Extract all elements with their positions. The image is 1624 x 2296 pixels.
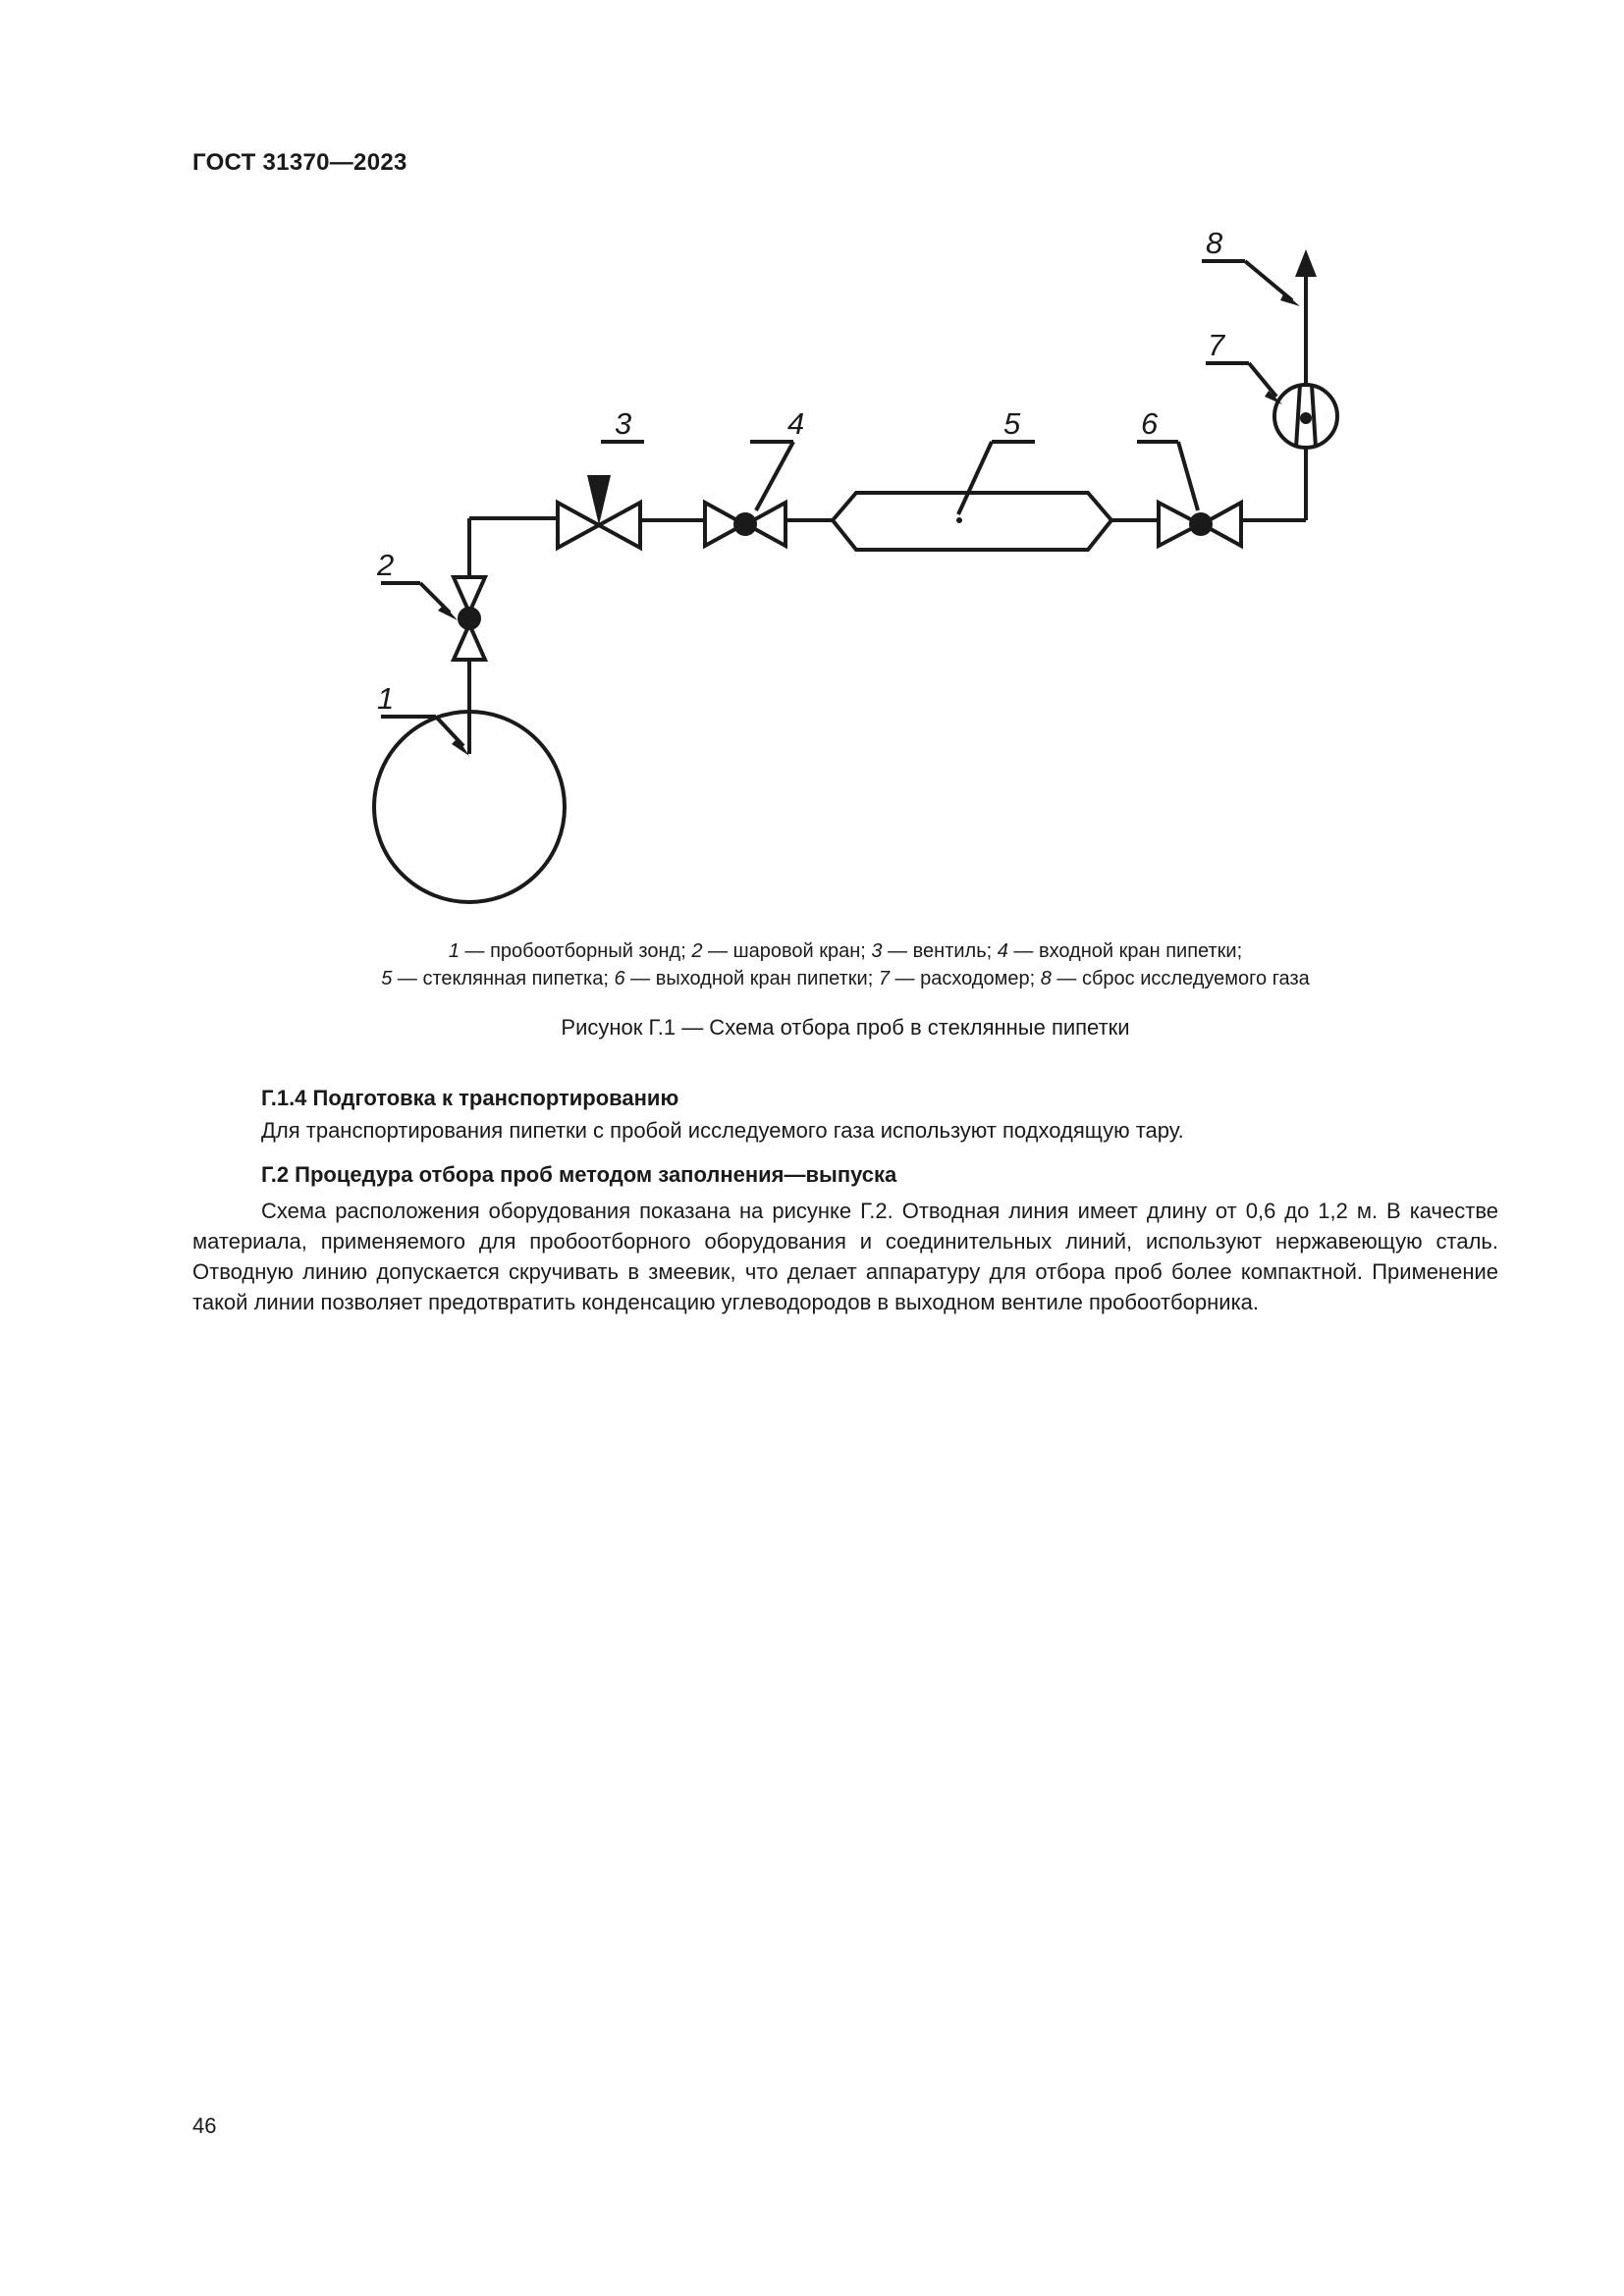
label-4: 4 <box>787 406 805 441</box>
glass-pipette-5 <box>833 493 1111 550</box>
label-5: 5 <box>1003 406 1021 441</box>
section-g14-text: Для транспортирования пипетки с пробой исследуемого газа используют подходящую тару. <box>261 1118 1184 1143</box>
exhaust-arrow <box>1295 249 1317 277</box>
figure-legend-line-2: 5 — стеклянная пипетка; 6 — выходной кран пипетки; 7 — расходомер; 8 — сброс исследуемого газа <box>381 968 1310 989</box>
page-number: 46 <box>192 2113 217 2138</box>
label-1: 1 <box>377 681 395 716</box>
section-g14-title: Г.1.4 Подготовка к транспортированию <box>261 1086 679 1110</box>
section-g2-title: Г.2 Процедура отбора проб методом заполнения—выпуска <box>261 1162 897 1187</box>
label-6: 6 <box>1141 406 1159 441</box>
label-7: 7 <box>1208 328 1225 362</box>
label-2: 2 <box>377 548 395 582</box>
sampling-scheme-diagram <box>0 0 1624 942</box>
figure-legend-line-1: 1 — пробоотборный зонд; 2 — шаровой кран; 3 — вентиль; 4 — входной кран пипетки; <box>448 940 1243 962</box>
figure-caption: Рисунок Г.1 — Схема отбора проб в стеклянные пипетки <box>561 1015 1130 1040</box>
document-header: ГОСТ 31370—2023 <box>192 149 407 176</box>
label-8: 8 <box>1206 226 1223 260</box>
section-g2-text: Схема расположения оборудования показана на рисунке Г.2. Отводная линия имеет длину от 0,6 до 1,2 м. В качестве материала, применяемого для пробоотборного оборудования и соединительных линий, используют нержавеющую сталь. Отводную линию допускается скручивать в змеевик, что делает аппаратуру для отбора проб более компактной. Применение такой линии позволяет предотвратить конденсацию углеводородов в выходном вентиле пробоотборника. <box>192 1199 1498 1314</box>
label-3: 3 <box>615 406 632 441</box>
